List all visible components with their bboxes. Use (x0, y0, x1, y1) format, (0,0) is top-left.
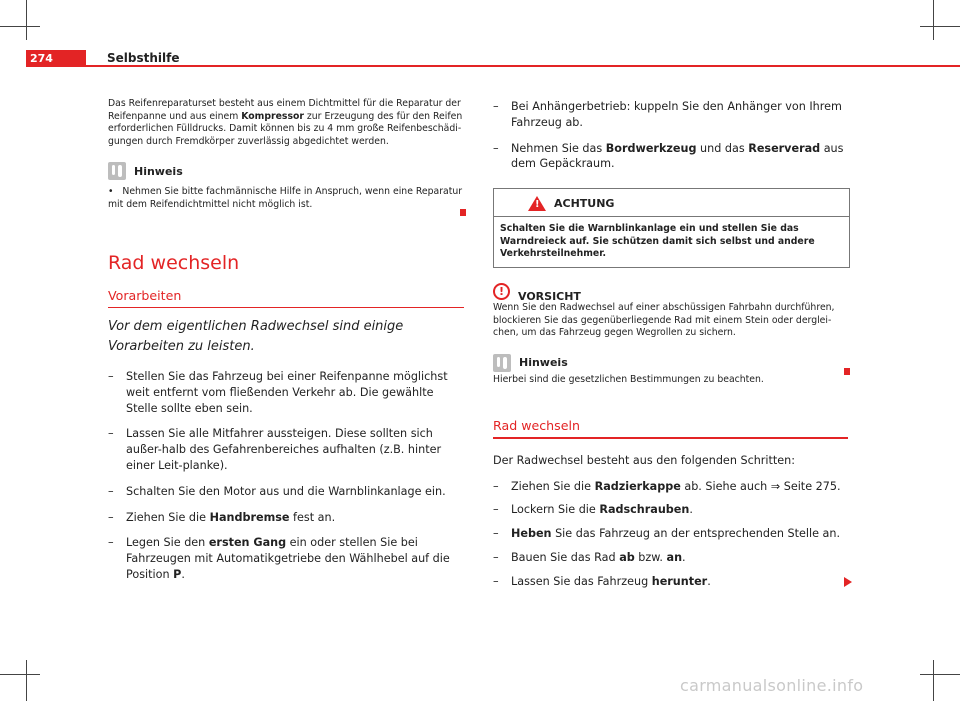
crop-mark (920, 674, 960, 675)
list-item: – Ziehen Sie die Handbremse fest an. (108, 510, 336, 524)
lead-text: Der Radwechsel besteht aus den folgenden Schritten: (493, 453, 796, 467)
crop-mark (0, 674, 40, 675)
section-title: Selbsthilfe (107, 51, 180, 65)
page-number: 274 (26, 50, 86, 67)
crop-mark (933, 660, 934, 701)
crop-mark (0, 26, 40, 27)
list-item: – Nehmen Sie das Bordwerkzeug und das Reserverad aus dem Gepäckraum. (493, 141, 844, 171)
warning-box (493, 188, 850, 268)
list-item: – Lassen Sie das Fahrzeug herunter. (493, 574, 848, 590)
right-column (493, 99, 848, 590)
continue-arrow-icon (844, 577, 852, 587)
crop-mark (933, 0, 934, 40)
list-item: – Lassen Sie alle Mitfahrer aussteigen. Diese sollten sich außer-halb des Gefahrenbereiches aufhalten (z.B. hinter einer Leit-planke). (108, 427, 442, 473)
caution-text: Wenn Sie den Radwechsel auf einer abschüssigen Fahrbahn durchführen, blockieren Sie das gegenüberliegende Rad mit einem Stein oder derglei-chen, um das Fahrzeug gegen Wegrollen zu sichern. (493, 301, 835, 339)
caution-heading: ! VORSICHT (493, 283, 848, 300)
crop-mark (920, 26, 960, 27)
subsection-heading: Rad wechseln (493, 418, 580, 434)
header-rule (86, 65, 960, 67)
warning-heading: ! ACHTUNG (494, 189, 849, 211)
note-heading: Hinweis (108, 162, 464, 180)
note-heading: Hinweis (493, 354, 848, 372)
watermark: carmanualsonline.info (680, 676, 864, 695)
steps-list (493, 99, 848, 172)
list-item: – Bauen Sie das Rad ab bzw. an. (493, 551, 686, 565)
end-marker-icon (844, 368, 850, 375)
warning-text: Schalten Sie die Warnblinkanlage ein und stellen Sie das Warndreieck auf. Sie schützen damit sich selbst und andere Verkehrsteilnehmer. (500, 223, 815, 260)
lead-text: Vor dem eigentlichen Radwechsel sind einige Vorarbeiten zu leisten. (108, 319, 404, 355)
subsection-heading: Vorarbeiten (108, 287, 182, 303)
info-icon (493, 354, 511, 372)
crop-mark (26, 0, 27, 40)
list-item: – Schalten Sie den Motor aus und die Warnblinkanlage ein. (108, 484, 446, 498)
note-text: Hierbei sind die gesetzlichen Bestimmungen zu beachten. (493, 374, 848, 387)
warning-triangle-icon: ! (528, 196, 546, 211)
list-item: – Lockern Sie die Radschrauben. (493, 503, 693, 517)
steps-list (108, 369, 464, 583)
crop-mark (26, 660, 27, 701)
list-item: – Stellen Sie das Fahrzeug bei einer Reifenpanne möglichst weit entfernt vom fließenden Verkehr ab. Die gewählte Stelle sollte eben sein. (108, 370, 448, 415)
section-heading: Rad wechseln (108, 251, 240, 274)
wheel-steps-list (493, 479, 848, 590)
info-icon (108, 162, 126, 180)
left-column (108, 98, 464, 583)
list-item: – Heben Sie das Fahrzeug an der entsprechenden Stelle an. (493, 527, 841, 541)
intro-paragraph: Das Reifenreparaturset besteht aus einem Dichtmittel für die Reparatur der Reifenpanne und aus einem Kompressor zur Erzeugung des für den Reifen erforderlichen Fülldrucks. Damit können bis zu 4 mm große Reifenbeschädi-gungen durch Fremdkörper zuverlässig abgedichtet werden. (108, 98, 463, 147)
list-item: – Ziehen Sie die Radzierkappe ab. Siehe auch ⇒ Seite 275. (493, 479, 841, 493)
note-text: • Nehmen Sie bitte fachmännische Hilfe in Anspruch, wenn eine Reparatur mit dem Reifendichtmittel nicht möglich ist. (108, 186, 464, 211)
end-marker-icon (460, 209, 466, 216)
list-item: – Bei Anhängerbetrieb: kuppeln Sie den Anhänger von Ihrem Fahrzeug ab. (493, 100, 842, 129)
list-item: – Legen Sie den ersten Gang ein oder stellen Sie bei Fahrzeugen mit Automatikgetriebe den Wählhebel auf die Position P. (108, 536, 450, 582)
caution-icon: ! (493, 283, 510, 300)
